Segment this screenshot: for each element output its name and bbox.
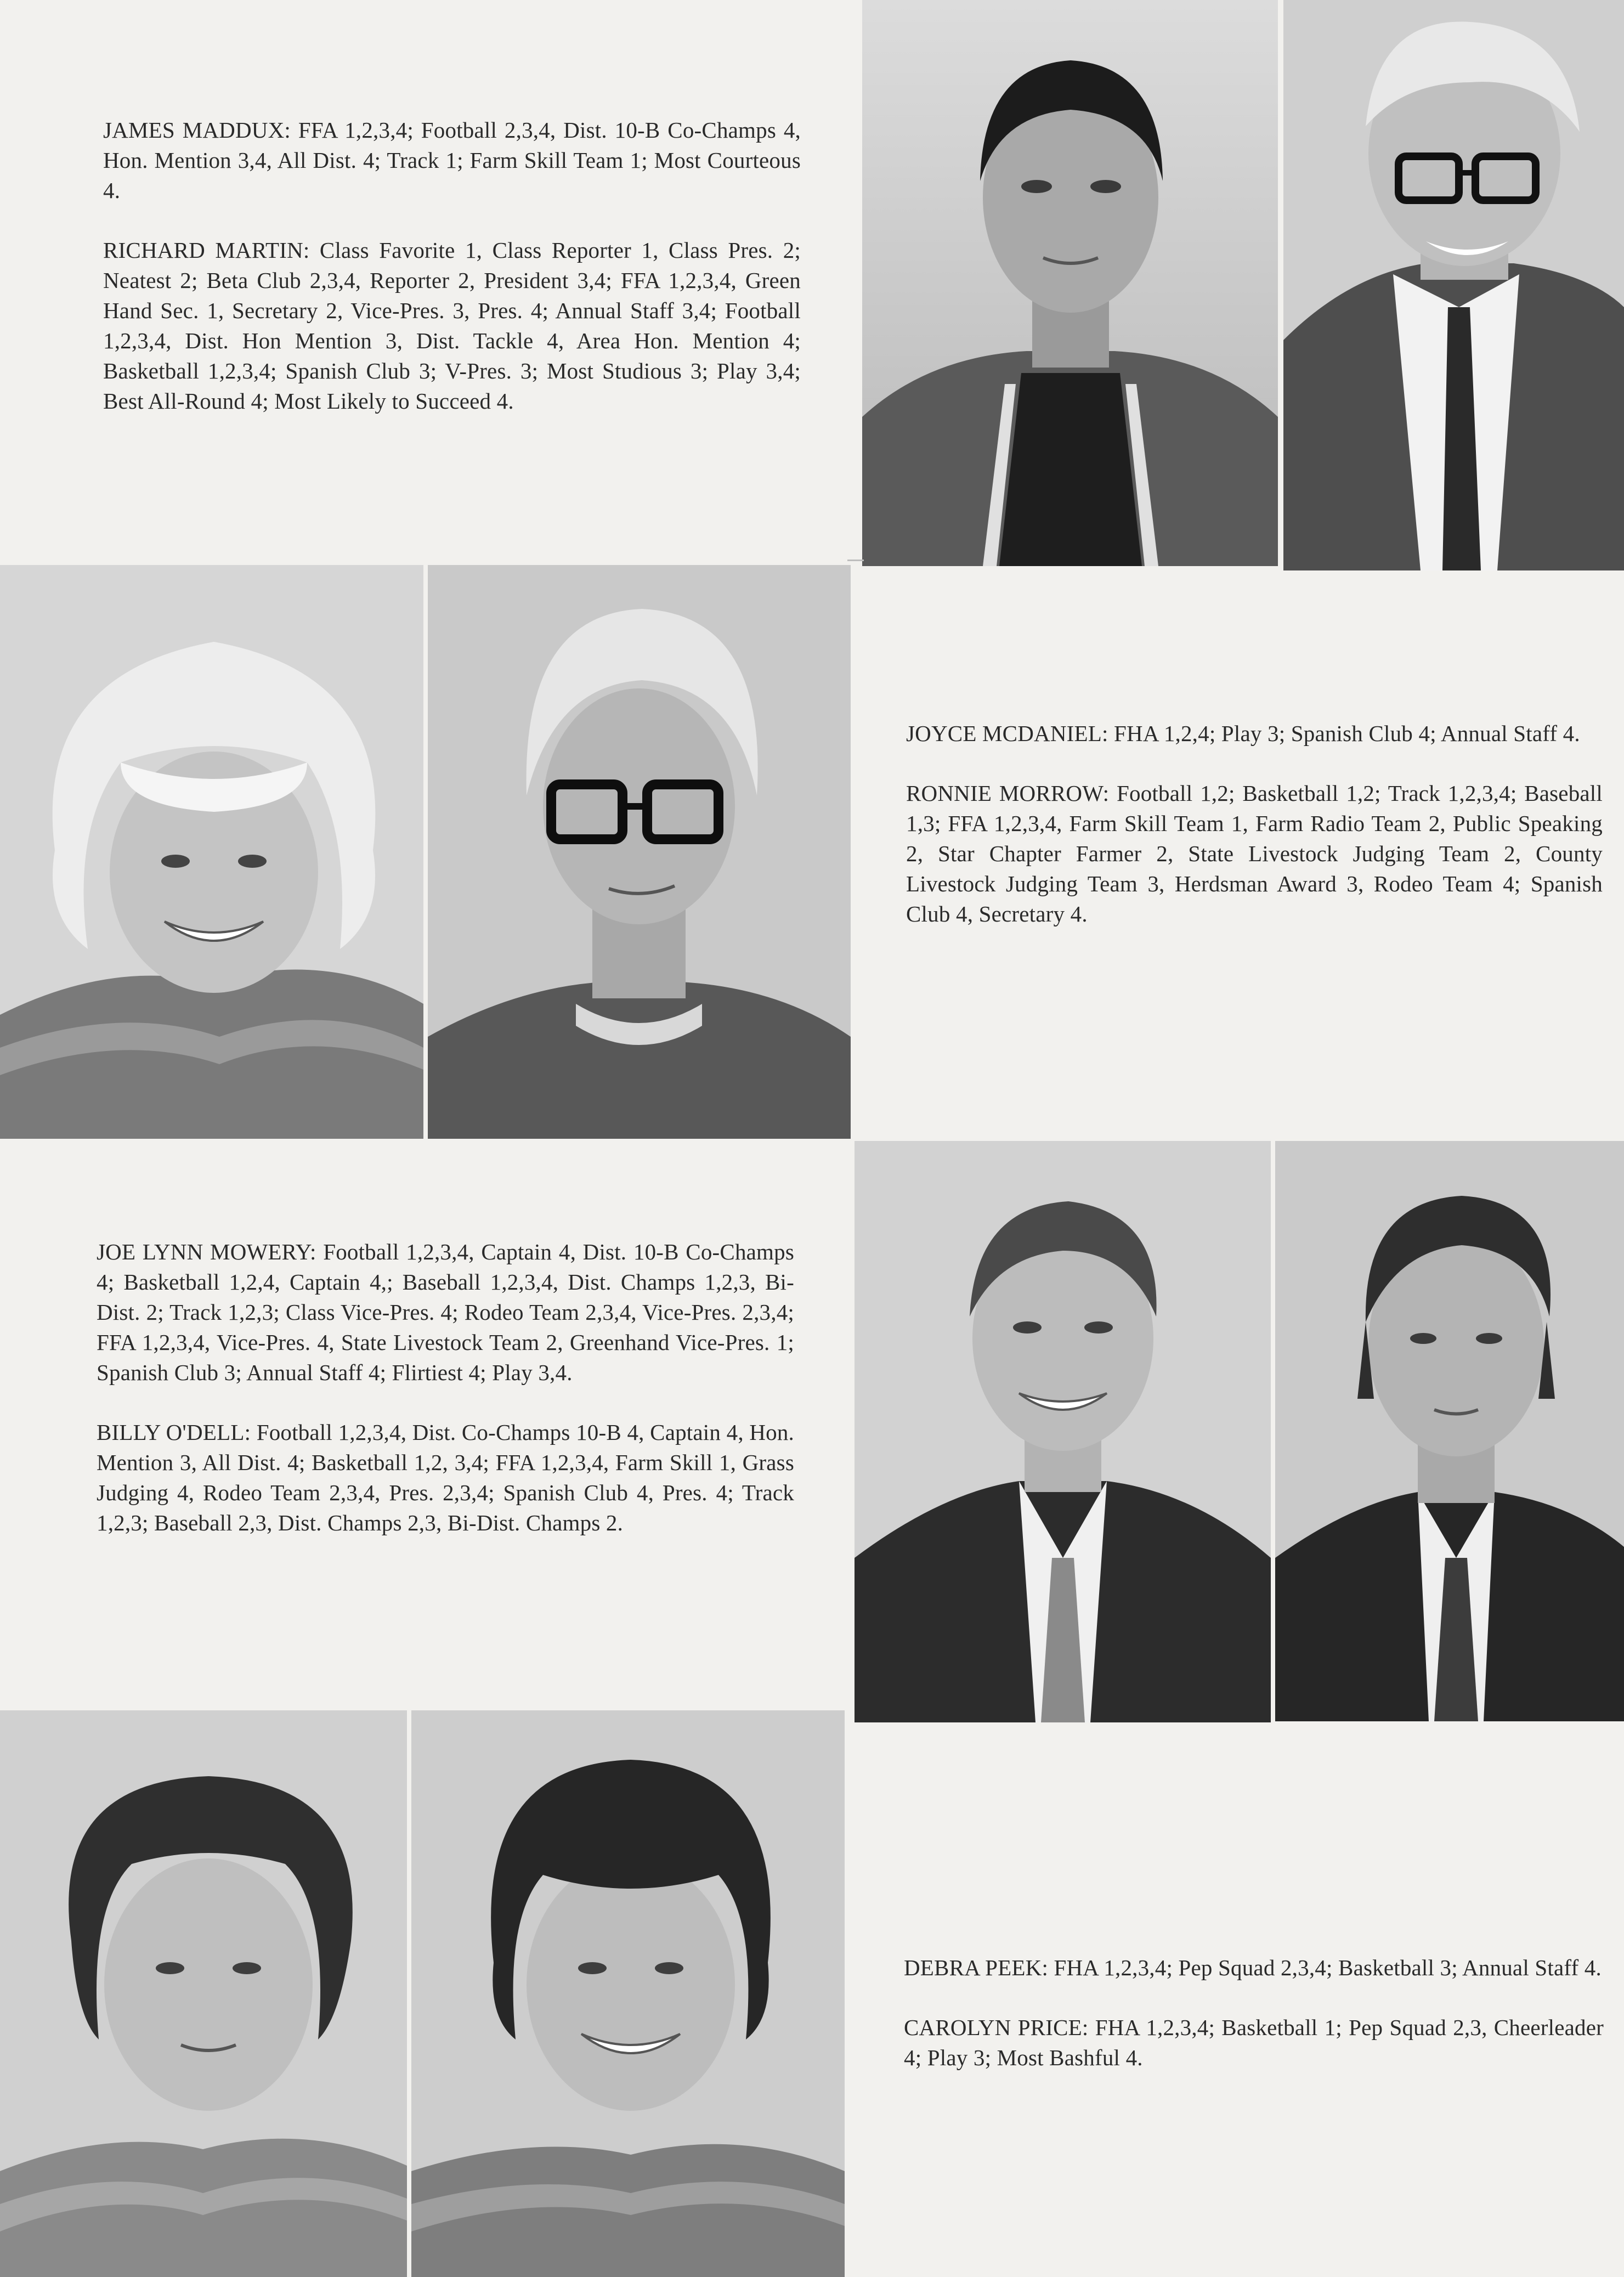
bio-block-maddux-martin [103,115,801,416]
portrait-james-maddux [862,0,1278,566]
portrait-carolyn-price [411,1710,845,2277]
portrait-joe-lynn-mowery [855,1141,1271,1722]
divider-top [847,560,864,561]
portrait-billy-odell [1275,1141,1624,1721]
portrait-debra-peek [0,1710,407,2277]
bio-joyce-mcdaniel: JOYCE MCDANIEL: FHA 1,2,4; Play 3; Spanish Club 4; Annual Staff 4. [906,721,1580,746]
bio-richard-martin: RICHARD MARTIN: Class Favorite 1, Class Reporter 1, Class Pres. 2; Neatest 2; Beta Club 2,3,4, Reporter 2, President 3,4; FFA 1,2,3,4, Green Hand Sec. 1, Secretary 2, Vice-Pres. 3, Pres. 4; Annual Staff 3,4; Football 1,2,3,4, Dist. Hon Mention 3, Dist. Tackle 4, Area Hon. Mention 4; Basketball 1,2,3,4; Spanish Club 3; V-Pres. 3; Most Studious 3; Play 3,4; Best All-Round 4; Most Likely to Succeed 4. [103,238,801,414]
bio-block-mcdaniel-morrow [906,719,1603,929]
bio-james-maddux: JAMES MADDUX: FFA 1,2,3,4; Football 2,3,4, Dist. 10-B Co-Champs 4, Hon. Mention 3,4, All Dist. 4; Track 1; Farm Skill Team 1; Most Courteous 4. [103,117,801,203]
bio-carolyn-price: CAROLYN PRICE: FHA 1,2,3,4; Basketball 1; Pep Squad 2,3, Cheerleader 4; Play 3; Most Bashful 4. [904,2015,1604,2070]
bio-billy-odell: BILLY O'DELL: Football 1,2,3,4, Dist. Co-Champs 10-B 4, Captain 4, Hon. Mention 3, All Dist. 4; Basketball 1,2, 3,4; FFA 1,2,3,4, Farm Skill 1, Grass Judging 4, Rodeo Team 2,3,4, Pres. 2,3,4; Spanish Club 4, Pres. 4; Track 1,2,3; Baseball 2,3, Dist. Champs 2,3, Bi-Dist. Champs 2. [97,1420,794,1535]
portrait-ronnie-morrow [428,565,851,1139]
portrait-joyce-mcdaniel [0,565,423,1139]
bio-block-peek-price [904,1953,1604,2073]
bio-block-mowery-odell [97,1237,794,1538]
portrait-richard-martin [1283,0,1624,570]
bio-joe-lynn-mowery: JOE LYNN MOWERY: Football 1,2,3,4, Captain 4, Dist. 10-B Co-Champs 4; Basketball 1,2,4, Captain 4,; Baseball 1,2,3,4, Dist. Champs 1,2,3, Bi-Dist. 2; Track 1,2,3; Class Vice-Pres. 4; Rodeo Team 2,3,4, Vice-Pres. 2,3,4; FFA 1,2,3,4, Vice-Pres. 4, State Livestock Team 2, Greenhand Vice-Pres. 1; Spanish Club 3; Annual Staff 4; Flirtiest 4; Play 3,4. [97,1239,794,1385]
bio-ronnie-morrow: RONNIE MORROW: Football 1,2; Basketball 1,2; Track 1,2,3,4; Baseball 1,3; FFA 1,2,3,4, Farm Skill Team 1, Farm Radio Team 2, Public Speaking 2, Star Chapter Farmer 2, State Livestock Judging Team 2, County Livestock Judging Team 3, Herdsman Award 3, Rodeo Team 4; Spanish Club 4, Secretary 4. [906,781,1603,926]
bio-debra-peek: DEBRA PEEK: FHA 1,2,3,4; Pep Squad 2,3,4; Basketball 3; Annual Staff 4. [904,1955,1602,1980]
